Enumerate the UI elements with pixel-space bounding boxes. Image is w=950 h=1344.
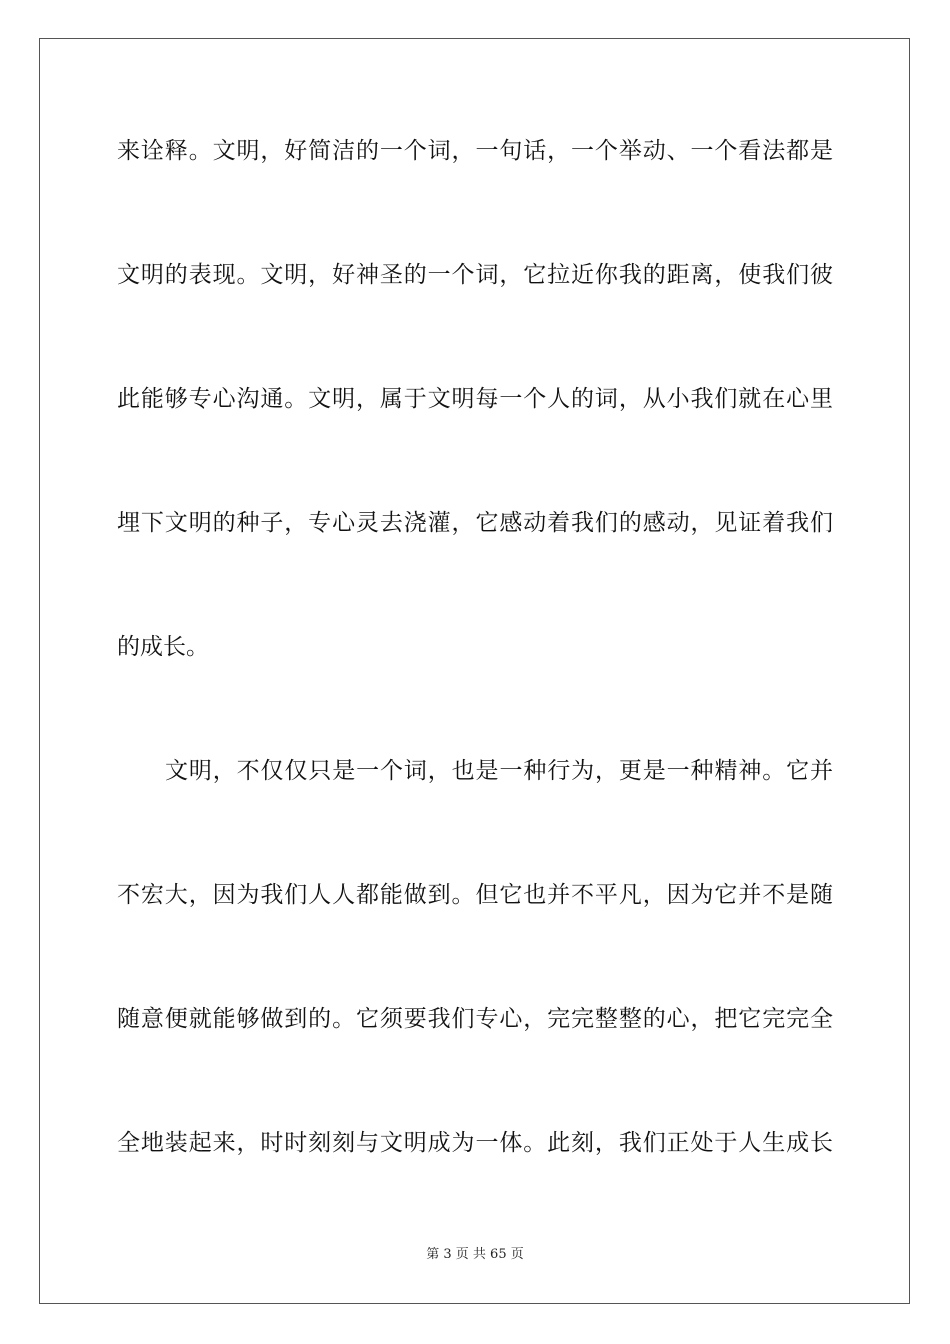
paragraph-line: 随意便就能够做到的。它须要我们专心，完完整整的心，把它完完全 — [117, 1006, 833, 1032]
paragraph-line: 来诠释。文明，好简洁的一个词，一句话，一个举动、一个看法都是 — [117, 138, 833, 164]
paragraph-line: 文明的表现。文明，好神圣的一个词，它拉近你我的距离，使我们彼 — [117, 262, 833, 288]
paragraph-line: 的成长。 — [117, 634, 209, 660]
page-border — [39, 38, 910, 1304]
paragraph-line: 此能够专心沟通。文明，属于文明每一个人的词，从小我们就在心里 — [117, 386, 833, 412]
paragraph-line: 埋下文明的种子，专心灵去浇灌，它感动着我们的感动，见证着我们 — [117, 510, 833, 536]
paragraph-line: 不宏大，因为我们人人都能做到。但它也并不平凡，因为它并不是随 — [117, 882, 833, 908]
page-number-footer: 第 3 页 共 65 页 — [426, 1247, 524, 1262]
paragraph-line: 全地装起来，时时刻刻与文明成为一体。此刻，我们正处于人生成长 — [117, 1130, 833, 1156]
paragraph-line: 文明，不仅仅只是一个词，也是一种行为，更是一种精神。它并 — [165, 758, 833, 784]
